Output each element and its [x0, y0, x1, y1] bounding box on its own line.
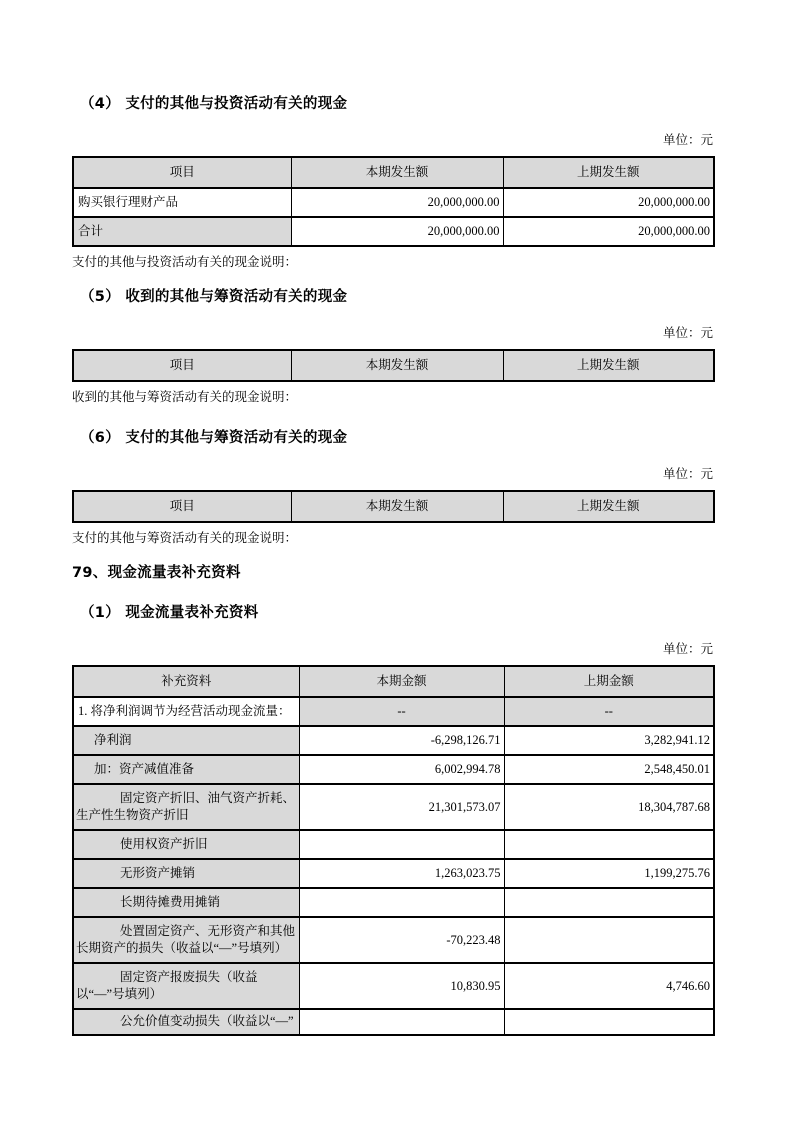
- table-header-row: [73, 350, 714, 381]
- section-6-heading: （6） 支付的其他与筹资活动有关的现金: [80, 430, 348, 446]
- row-label-cell: 使用权资产折旧: [73, 830, 299, 859]
- section-5-heading: （5） 收到的其他与筹资活动有关的现金: [80, 289, 348, 305]
- table-row-asset-impairment: [73, 755, 714, 784]
- prior-amount-cell: 1,199,275.76: [504, 859, 714, 888]
- prior-amount-cell: [504, 888, 714, 917]
- row-label-cell: 加：资产减值准备: [73, 755, 299, 784]
- section-6-note: 支付的其他与筹资活动有关的现金说明：: [72, 531, 298, 545]
- unit-label: 单位：元: [662, 467, 713, 481]
- table-row-intangible-amortization: [73, 859, 714, 888]
- table-header-row: [73, 157, 714, 188]
- prior-amount-cell: [504, 830, 714, 859]
- table-row-right-of-use-depreciation: [73, 830, 714, 859]
- section-4-other-investing-cash-paid: [72, 95, 713, 270]
- prior-amount-cell: 20,000,000.00: [503, 217, 714, 246]
- table-row-long-term-deferred-expense: [73, 888, 714, 917]
- row-label-cell: 公允价值变动损失（收益以“—”: [73, 1009, 299, 1035]
- financing-cash-received-table: [72, 349, 715, 382]
- table-row-net-profit-adjustment-header: [73, 697, 714, 726]
- row-label-cell: 固定资产折旧、油气资产折耗、生产性生物资产折旧: [73, 784, 299, 830]
- current-amount-cell: -6,298,126.71: [299, 726, 504, 755]
- row-label-cell: 固定资产报废损失（收益以“—”号填列）: [73, 963, 299, 1009]
- col-header-current-amount: 本期金额: [299, 666, 504, 697]
- section-4-note: 支付的其他与投资活动有关的现金说明：: [72, 255, 298, 269]
- current-amount-cell: 20,000,000.00: [291, 188, 503, 217]
- current-amount-cell: 21,301,573.07: [299, 784, 504, 830]
- current-amount-cell: 10,830.95: [299, 963, 504, 1009]
- current-amount-cell: -70,223.48: [299, 917, 504, 963]
- section-79-heading: 79、现金流量表补充资料: [72, 565, 241, 581]
- table-row-disposal-loss: [73, 917, 714, 963]
- col-header-prior-period: 上期发生额: [503, 157, 714, 188]
- table-header-row: [73, 666, 714, 697]
- col-header-current-period: 本期发生额: [291, 157, 503, 188]
- row-label-cell: 购买银行理财产品: [73, 188, 291, 217]
- prior-amount-cell: 20,000,000.00: [503, 188, 714, 217]
- table-row-scrap-loss: [73, 963, 714, 1009]
- col-header-prior-period: 上期发生额: [503, 350, 714, 381]
- section-4-heading: （4） 支付的其他与投资活动有关的现金: [80, 96, 348, 112]
- section-79-1-heading: （1） 现金流量表补充资料: [80, 605, 259, 621]
- row-label-cell: 合计: [73, 217, 291, 246]
- prior-amount-cell: 4,746.60: [504, 963, 714, 1009]
- row-label-cell: 无形资产摊销: [73, 859, 299, 888]
- current-amount-cell: [299, 1009, 504, 1035]
- col-header-prior-period: 上期发生额: [503, 491, 714, 522]
- prior-amount-cell: 2,548,450.01: [504, 755, 714, 784]
- financing-cash-paid-table: [72, 490, 715, 523]
- current-amount-cell: --: [299, 697, 504, 726]
- section-79-cash-flow-supplement: [72, 564, 713, 1036]
- table-row-net-profit: [73, 726, 714, 755]
- current-amount-cell: [299, 888, 504, 917]
- row-label-cell: 1. 将净利润调节为经营活动现金流量：: [73, 697, 299, 726]
- prior-amount-cell: 18,304,787.68: [504, 784, 714, 830]
- prior-amount-cell: 3,282,941.12: [504, 726, 714, 755]
- current-amount-cell: 1,263,023.75: [299, 859, 504, 888]
- section-6-other-financing-cash-paid: [72, 429, 713, 546]
- col-header-item: 项目: [73, 157, 291, 188]
- table-row: [73, 188, 714, 217]
- prior-amount-cell: [504, 1009, 714, 1035]
- row-label-cell: 处置固定资产、无形资产和其他长期资产的损失（收益以“—”号填列）: [73, 917, 299, 963]
- table-row-fair-value-change-loss: [73, 1009, 714, 1035]
- row-label-cell: 净利润: [73, 726, 299, 755]
- section-5-other-financing-cash-received: [72, 288, 713, 405]
- unit-label: 单位：元: [662, 326, 713, 340]
- unit-label: 单位：元: [662, 133, 713, 147]
- col-header-prior-amount: 上期金额: [504, 666, 714, 697]
- table-row-total: [73, 217, 714, 246]
- current-amount-cell: 6,002,994.78: [299, 755, 504, 784]
- unit-label: 单位：元: [662, 642, 713, 656]
- table-header-row: [73, 491, 714, 522]
- current-amount-cell: [299, 830, 504, 859]
- col-header-supplement-info: 补充资料: [73, 666, 299, 697]
- table-row-fixed-asset-depreciation: [73, 784, 714, 830]
- col-header-item: 项目: [73, 491, 291, 522]
- prior-amount-cell: --: [504, 697, 714, 726]
- cash-flow-supplement-table: [72, 665, 715, 1036]
- col-header-item: 项目: [73, 350, 291, 381]
- col-header-current-period: 本期发生额: [291, 491, 503, 522]
- prior-amount-cell: [504, 917, 714, 963]
- current-amount-cell: 20,000,000.00: [291, 217, 503, 246]
- section-5-note: 收到的其他与筹资活动有关的现金说明：: [72, 390, 298, 404]
- row-label-cell: 长期待摊费用摊销: [73, 888, 299, 917]
- col-header-current-period: 本期发生额: [291, 350, 503, 381]
- investing-cash-paid-table: [72, 156, 715, 247]
